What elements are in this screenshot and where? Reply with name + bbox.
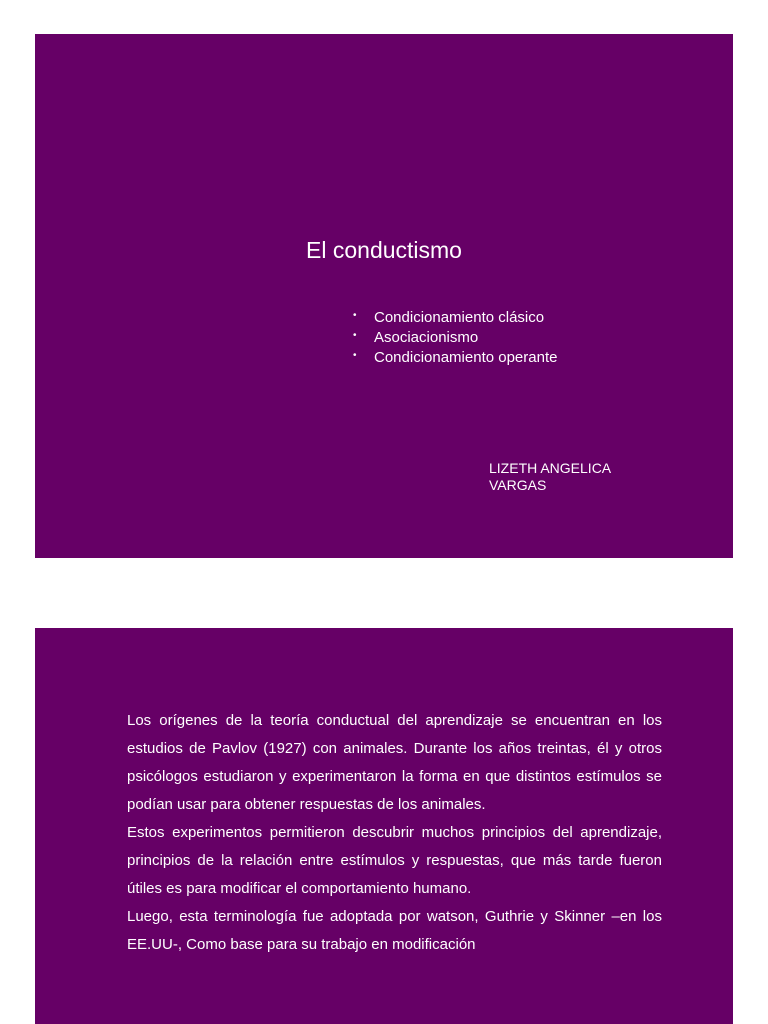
- list-item: [353, 328, 557, 348]
- bullet-icon: •: [353, 350, 357, 361]
- content-slide: [35, 628, 733, 1024]
- paragraph: Luego, esta terminología fue adoptada por watson, Guthrie y Skinner –en los EE.UU-, Como base para su trabajo en modificación: [127, 908, 662, 953]
- topic-list: [353, 308, 557, 368]
- list-item: [353, 308, 557, 328]
- title-slide: [35, 34, 733, 558]
- bullet-icon: •: [353, 310, 357, 321]
- list-item-label: Condicionamiento clásico: [374, 309, 545, 326]
- paragraph: Estos experimentos permitieron descubrir muchos principios del aprendizaje, principios de la relación entre estímulos y respuestas, que más tarde fueron útiles es para modificar el comportamiento humano.: [127, 824, 662, 897]
- bullet-icon: •: [353, 330, 357, 341]
- paragraph: Los orígenes de la teoría conductual del aprendizaje se encuentran en los estudios de Pavlov (1927) con animales. Durante los años treintas, él y otros psicólogos estudiaron y experimentaron la forma en que distintos estímulos se podían usar para obtener respuestas de los animales.: [127, 712, 662, 813]
- list-item: [353, 348, 557, 368]
- body-text: [127, 707, 662, 959]
- list-item-label: Condicionamiento operante: [374, 349, 558, 366]
- author-name: LIZETH ANGELICA VARGAS: [489, 460, 612, 493]
- slide-title: El conductismo: [306, 237, 462, 263]
- list-item-label: Asociacionismo: [374, 329, 479, 346]
